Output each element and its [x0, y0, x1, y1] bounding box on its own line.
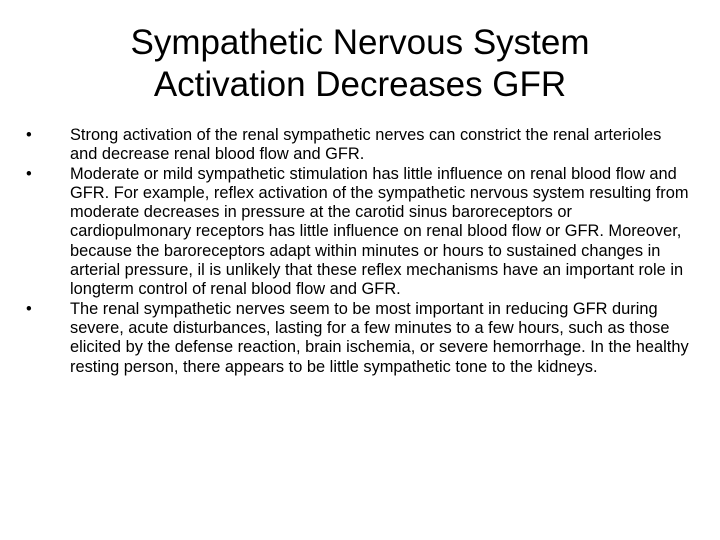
slide-title-line-2: Activation Decreases GFR	[153, 65, 567, 104]
bullet-text-3: The renal sympathetic nerves seem to be most important in reducing GFR during severe, acute disturbances, lasting for a few minutes to a few hours, such as those elicited by the defense reaction, brain ischemia, or severe hemorrhage. In the healthy resting person, there appears to be little sympathetic tone to the kidneys.	[70, 299, 689, 376]
slide-title	[0, 22, 720, 106]
slide-title-line-1: Sympathetic Nervous System	[130, 23, 590, 62]
bullet-item-3	[26, 300, 690, 377]
bullet-text-2: Moderate or mild sympathetic stimulation has little influence on renal blood flow and GFR. For example, reflex activation of the sympathetic nervous system resulting from moderate decreases in pressure at the carotid sinus baroreceptors or cardiopulmonary receptors has little influence on renal blood flow or GFR. Moreover, because the baroreceptors adapt within minutes or hours to sustained changes in arterial pressure, il is unlikely that these reflex mechanisms have an important role in longterm control of renal blood flow and GFR.	[70, 164, 689, 299]
bullet-marker: •	[26, 126, 32, 144]
bullet-text-1: Strong activation of the renal sympathetic nerves can constrict the renal arterioles and decrease renal blood flow and GFR.	[70, 126, 662, 164]
bullet-marker: •	[26, 164, 32, 183]
bullet-item-2	[26, 165, 690, 300]
bullet-list	[26, 126, 690, 377]
bullet-marker: •	[26, 299, 32, 318]
bullet-item-1	[26, 126, 690, 165]
